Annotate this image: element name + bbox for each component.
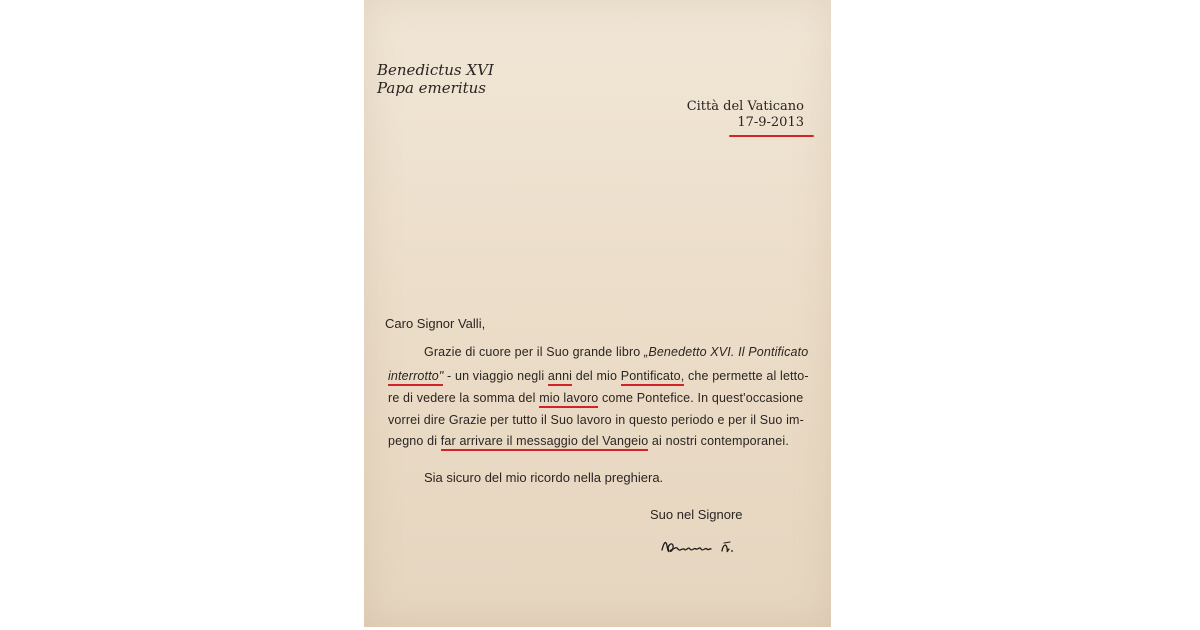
body-text: ai nostri contemporanei. (648, 434, 789, 448)
underlined-mio-lavoro: mio lavoro (539, 391, 598, 408)
body-line-1 (424, 345, 808, 359)
underlined-vangelo-phrase: far arrivare il messaggio del Vangeio (441, 434, 649, 451)
body-text: - un viaggio negli (443, 369, 548, 383)
book-title: „Benedetto XVI. Il Pontificato (644, 345, 809, 359)
letterhead (377, 61, 494, 97)
body-line-4: vorrei dire Grazie per tutto il Suo lavoro in questo periodo e per il Suo im- (388, 413, 804, 427)
body-line-3 (388, 391, 803, 405)
body-text: re di vedere la somma del (388, 391, 540, 405)
body-text: come Pontefice. In quest'occasione (598, 391, 804, 405)
body-text: pegno di (388, 434, 441, 448)
handwritten-signature (660, 534, 744, 560)
body-line-5 (388, 434, 789, 448)
body-text: Grazie di cuore per il Suo grande libro (424, 345, 645, 359)
body-text: che permette al letto- (684, 369, 809, 383)
letterhead-title: Papa emeritus (377, 79, 487, 97)
place-and-date (687, 99, 804, 131)
body-line-2 (388, 369, 809, 383)
date-underline (729, 135, 814, 137)
salutation: Caro Signor Valli, (385, 316, 486, 331)
closing-regards: Suo nel Signore (650, 507, 743, 522)
underlined-anni: anni (548, 369, 572, 386)
book-title-end-underlined: interrotto" (388, 369, 443, 386)
underlined-pontificato: Pontificato, (621, 369, 685, 386)
letter-page (364, 0, 831, 627)
letter-date: 17-9-2013 (737, 115, 804, 130)
place-city: Città del Vaticano (686, 99, 804, 114)
letterhead-name: Benedictus XVI (377, 61, 494, 79)
closing-line: Sia sicuro del mio ricordo nella preghiera. (424, 470, 664, 485)
body-text: del mio (572, 369, 621, 383)
